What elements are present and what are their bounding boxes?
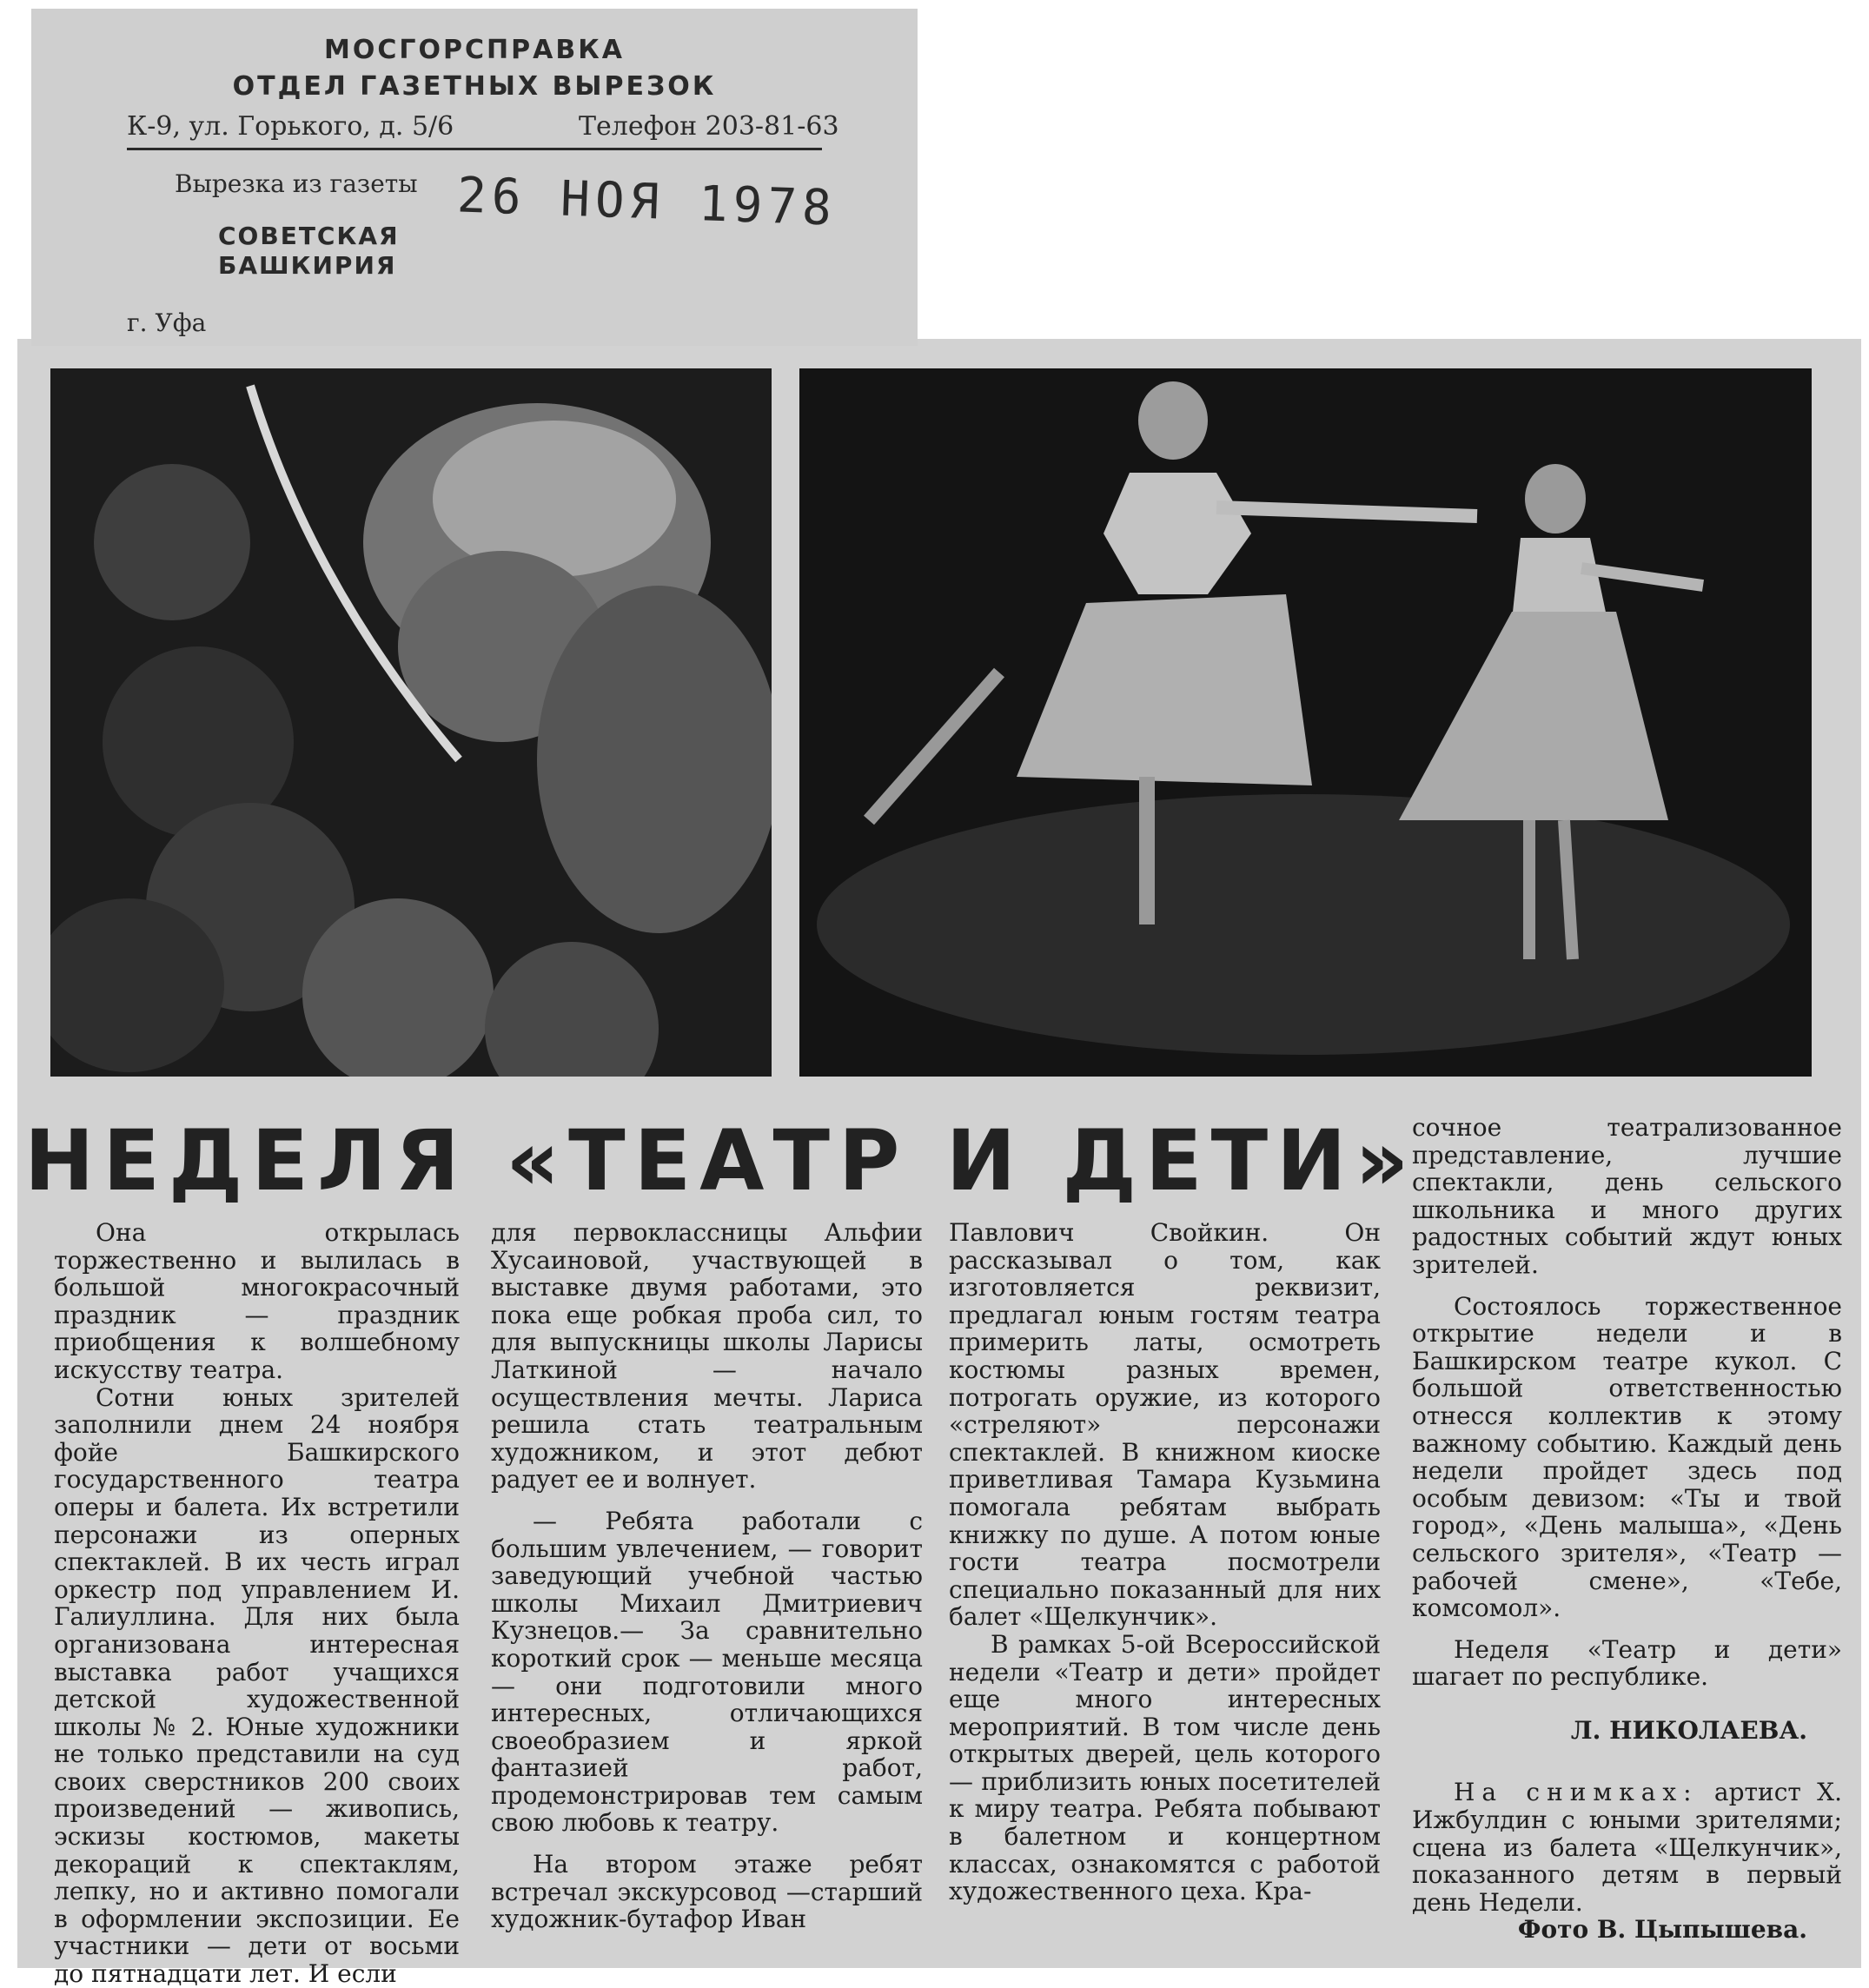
stamp-newspaper-line1: СОВЕТСКАЯ — [218, 222, 400, 250]
headline: НЕДЕЛЯ «ТЕАТР И ДЕТИ» — [24, 1112, 1418, 1209]
spacer — [1412, 1744, 1842, 1779]
paragraph: На втором этаже ребят встречал экскурсовод —старший художник-бутафор Иван — [491, 1850, 923, 1934]
spacer — [491, 1494, 923, 1508]
paragraph: Павлович Свойкин. Он рассказывал о том, как изготовляется реквизит, предлагал юным гостям театра примерить латы, осмотреть костюмы разных времен, потрогать оружие, из которого «стреляют» персонажи спектаклей. В книжном киоске приветливая Тамара Кузьмина помогала ребятам выбрать книжку по душе. А потом юные гости театра посмотрели специально показанный для них балет «Щелкунчик». — [949, 1218, 1381, 1632]
caption-lead: На снимках: — [1454, 1778, 1699, 1807]
photo-ballet-scene — [799, 368, 1812, 1077]
stamp-date: 26 НОЯ 1978 — [455, 167, 838, 237]
photo-credit: Фото В. Цыпышева. — [1517, 1915, 1807, 1945]
spacer — [1412, 1622, 1842, 1636]
stamp-newspaper-line2: БАШКИРИЯ — [218, 251, 397, 280]
stamp-org-line2: ОТДЕЛ ГАЗЕТНЫХ ВЫРЕЗОК — [232, 71, 717, 102]
paragraph: сочное театрализованное представление, лучшие спектакли, день сельского школьника и много других радостных событий ждут юных зрителей. — [1412, 1113, 1842, 1279]
clipping-service-stamp — [31, 9, 918, 346]
paragraph: — Ребята работали с большим увлечением, — говорит заведующий учебной частью школы Михаил Дмитриевич Кузнецов.— За сравнительно короткий срок — меньше месяца — они подготовили много интересных, отличающихся своеобразием и яркой фантазией работ, продемонстрировав тем самым свою любовь к театру. — [491, 1506, 923, 1838]
stamp-city: г. Уфа — [127, 308, 207, 337]
stamp-rule — [127, 148, 822, 150]
author-byline: Л. НИКОЛАЕВА. — [1570, 1715, 1807, 1745]
photo-actor-with-children — [50, 368, 772, 1077]
photo-caption — [1412, 1779, 1842, 1916]
stamp-phone: Телефон 203-81-63 — [579, 111, 839, 142]
paragraph: для первоклассницы Альфии Хусаиновой, участвующей в выставке двумя работами, это пока еще робкая проба сил, то для выпускницы школы Ларисы Латкиной — начало осуществления мечты. Лариса решила стать театральным художником, и этот дебют радует ее и волнует. — [491, 1218, 923, 1494]
stamp-org-line1: МОСГОРСПРАВКА — [324, 35, 625, 65]
paragraph: Состоялось торжественное открытие недели и в Башкирском театре кукол. С большой ответственностью отнесся коллектив к этому важному событию. Каждый день недели пройдет здесь под особым девизом: «Ты и твой город», «День малыша», «День сельского зрителя», «Театр — рабочей смене», «Тебе, комсомол». — [1412, 1291, 1842, 1623]
article-column-4 — [1412, 1114, 1842, 1944]
stamp-address: К-9, ул. Горького, д. 5/6 — [127, 111, 454, 142]
article-column-3 — [949, 1219, 1381, 1905]
paragraph: Неделя «Театр и дети» шагает по республике. — [1412, 1634, 1842, 1692]
blank-margin — [912, 0, 1486, 339]
caption-text: артист Х. Ижбулдин с юными зрителями; сцена из балета «Щелкунчик», показанного детям в первый день Недели. — [1412, 1778, 1842, 1917]
article-column-1 — [54, 1219, 460, 1988]
paragraph: Сотни юных зрителей заполнили днем 24 ноября фойе Башкирского государственного театра оперы и балета. Их встретили персонажи из оперных спектаклей. В их честь играл оркестр под управлением И. Галиуллина. Для них была организована интересная выставка работ учащихся детской художественной школы № 2. Юные художники не только представили на суд своих сверстников 200 своих произведений — живопись, эскизы костюмов, макеты декораций к спектаклям, лепку, но и активно помогали в оформлении экспозиции. Ее участники — дети от восьми до пятнадцати лет. И если — [54, 1382, 460, 1988]
paragraph: В рамках 5-ой Всероссийской недели «Театр и дети» пройдет еще много интересных мероприятий. В том числе день открытых дверей, цель которого — приблизить юных посетителей к миру театра. Ребята побывают в балетном и концертном классах, ознакомятся с работой художественного цеха. Кра- — [949, 1629, 1381, 1906]
spacer — [1412, 1279, 1842, 1293]
article-column-2 — [491, 1219, 923, 1933]
stamp-cut-from: Вырезка из газеты — [175, 169, 418, 198]
spacer — [491, 1837, 923, 1851]
paragraph: Она открылась торжественно и вылилась в большой многокрасочный праздник — праздник приобщения к волшебному искусству театра. — [54, 1218, 460, 1384]
stamp-newspaper — [218, 222, 400, 281]
